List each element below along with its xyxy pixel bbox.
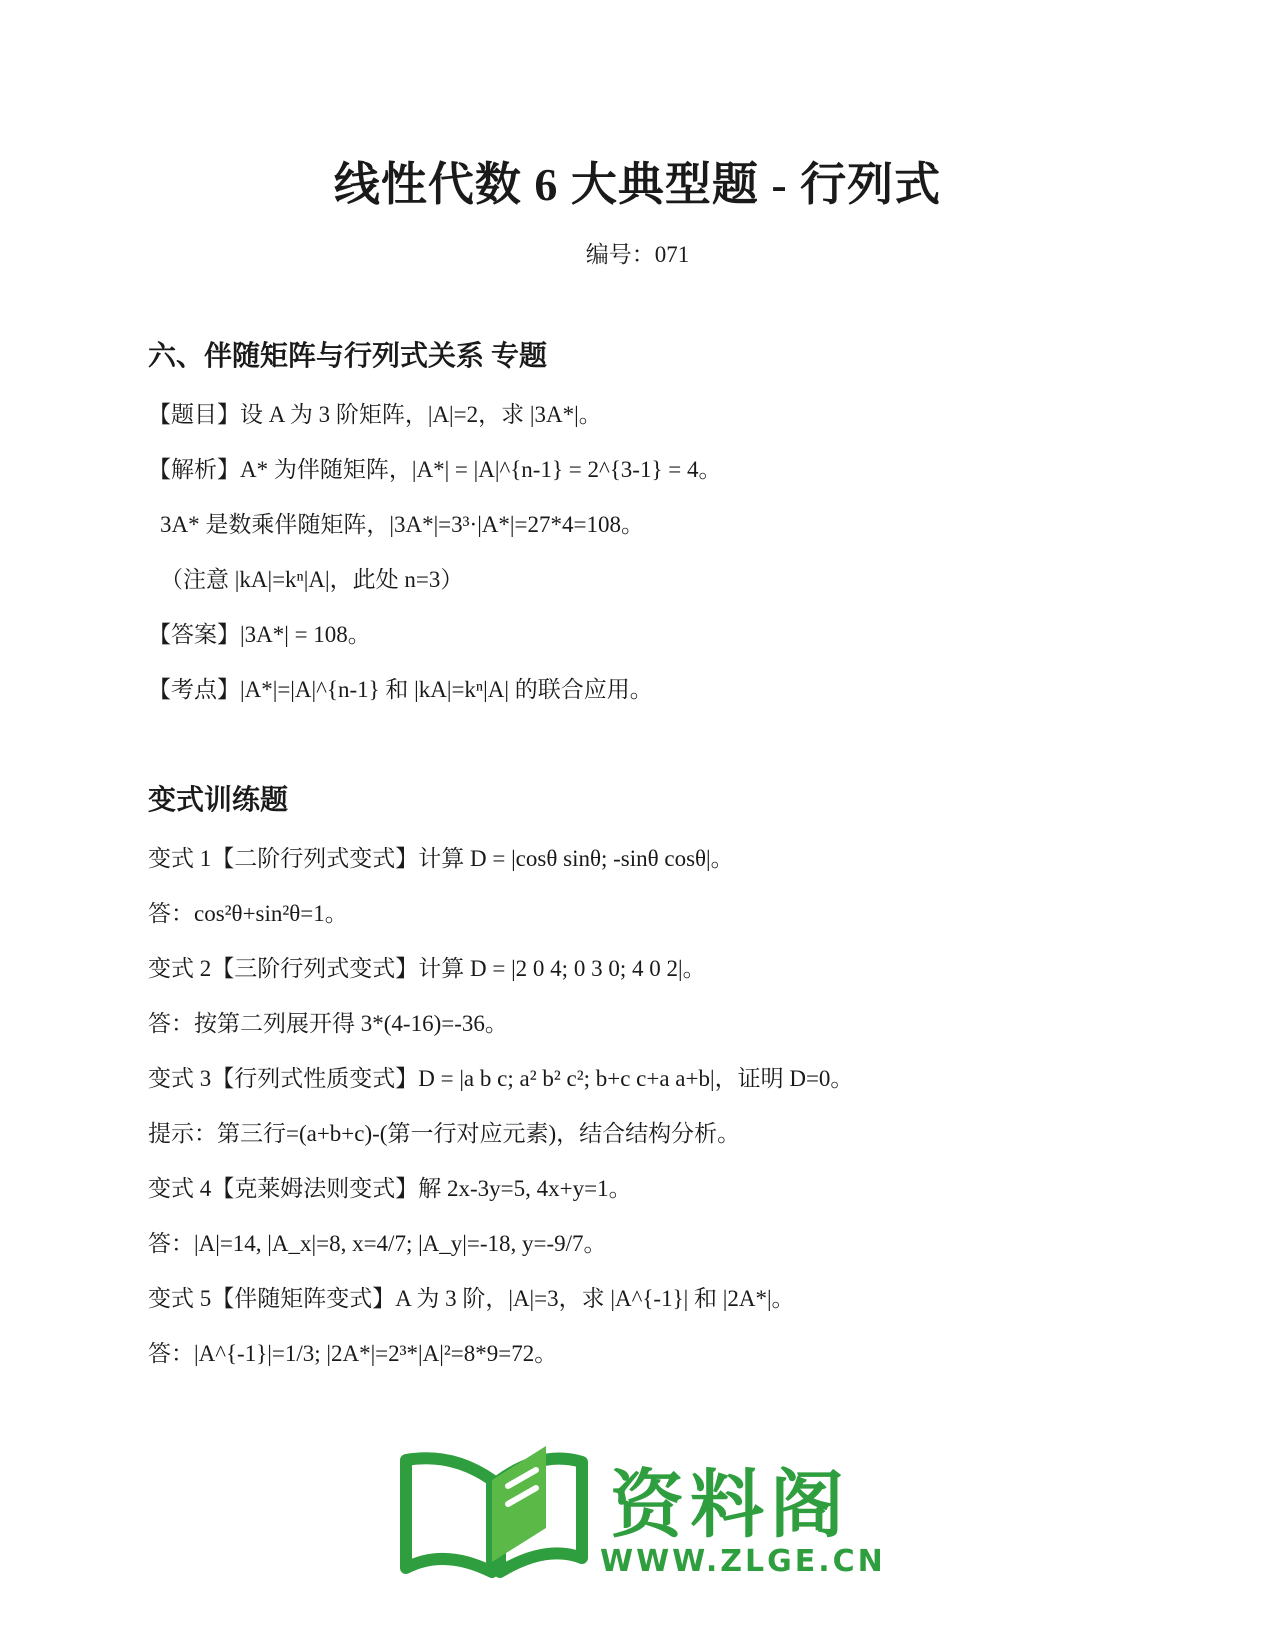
analysis-note: （注意 |kA|=kⁿ|A|，此处 n=3） xyxy=(160,567,464,592)
problem-statement: 【题目】设 A 为 3 阶矩阵，|A|=2，求 |3A*|。 xyxy=(148,402,602,427)
analysis-line-2: 3A* 是数乘伴随矩阵，|3A*|=3³·|A*|=27*4=108。 xyxy=(160,512,644,537)
watermark-url: WWW.ZLGE.CN xyxy=(600,1544,886,1579)
answer-line: 【答案】|3A*| = 108。 xyxy=(148,622,371,647)
variant-5-answer: 答：|A^{-1}|=1/3; |2A*|=2³*|A|²=8*9=72。 xyxy=(148,1341,558,1366)
document-number: 编号：071 xyxy=(585,242,690,267)
document-title: 线性代数 6 大典型题 - 行列式 xyxy=(333,159,942,210)
variant-4-answer: 答：|A|=14, |A_x|=8, x=4/7; |A_y|=-18, y=-9/7。 xyxy=(148,1231,607,1256)
variant-3-hint: 提示：第三行=(a+b+c)-(第一行对应元素)，结合结构分析。 xyxy=(148,1121,741,1146)
variant-4-question: 变式 4【克莱姆法则变式】解 2x-3y=5, 4x+y=1。 xyxy=(148,1176,632,1201)
analysis-line-1: 【解析】A* 为伴随矩阵，|A*| = |A|^{n-1} = 2^{3-1} = 4。 xyxy=(148,457,722,482)
watermark-name: 资料阁 xyxy=(610,1462,850,1548)
watermark-logo xyxy=(396,1440,916,1580)
key-point-line: 【考点】|A*|=|A|^{n-1} 和 |kA|=kⁿ|A| 的联合应用。 xyxy=(148,677,653,702)
variant-1-question: 变式 1【二阶行列式变式】计算 D = |cosθ sinθ; -sinθ cosθ|。 xyxy=(148,846,734,871)
variant-3-question: 变式 3【行列式性质变式】D = |a b c; a² b² c²; b+c c+a a+b|，证明 D=0。 xyxy=(148,1066,854,1091)
section-heading-adjugate: 六、伴随矩阵与行列式关系 专题 xyxy=(148,341,548,372)
open-book-icon xyxy=(396,1440,596,1580)
section-heading-variants: 变式训练题 xyxy=(148,785,289,816)
variant-1-answer: 答：cos²θ+sin²θ=1。 xyxy=(148,901,348,926)
variant-2-question: 变式 2【三阶行列式变式】计算 D = |2 0 4; 0 3 0; 4 0 2|。 xyxy=(148,956,706,981)
variant-2-answer: 答：按第二列展开得 3*(4-16)=-36。 xyxy=(148,1011,508,1036)
variant-5-question: 变式 5【伴随矩阵变式】A 为 3 阶，|A|=3，求 |A^{-1}| 和 |2A*|。 xyxy=(148,1286,795,1311)
